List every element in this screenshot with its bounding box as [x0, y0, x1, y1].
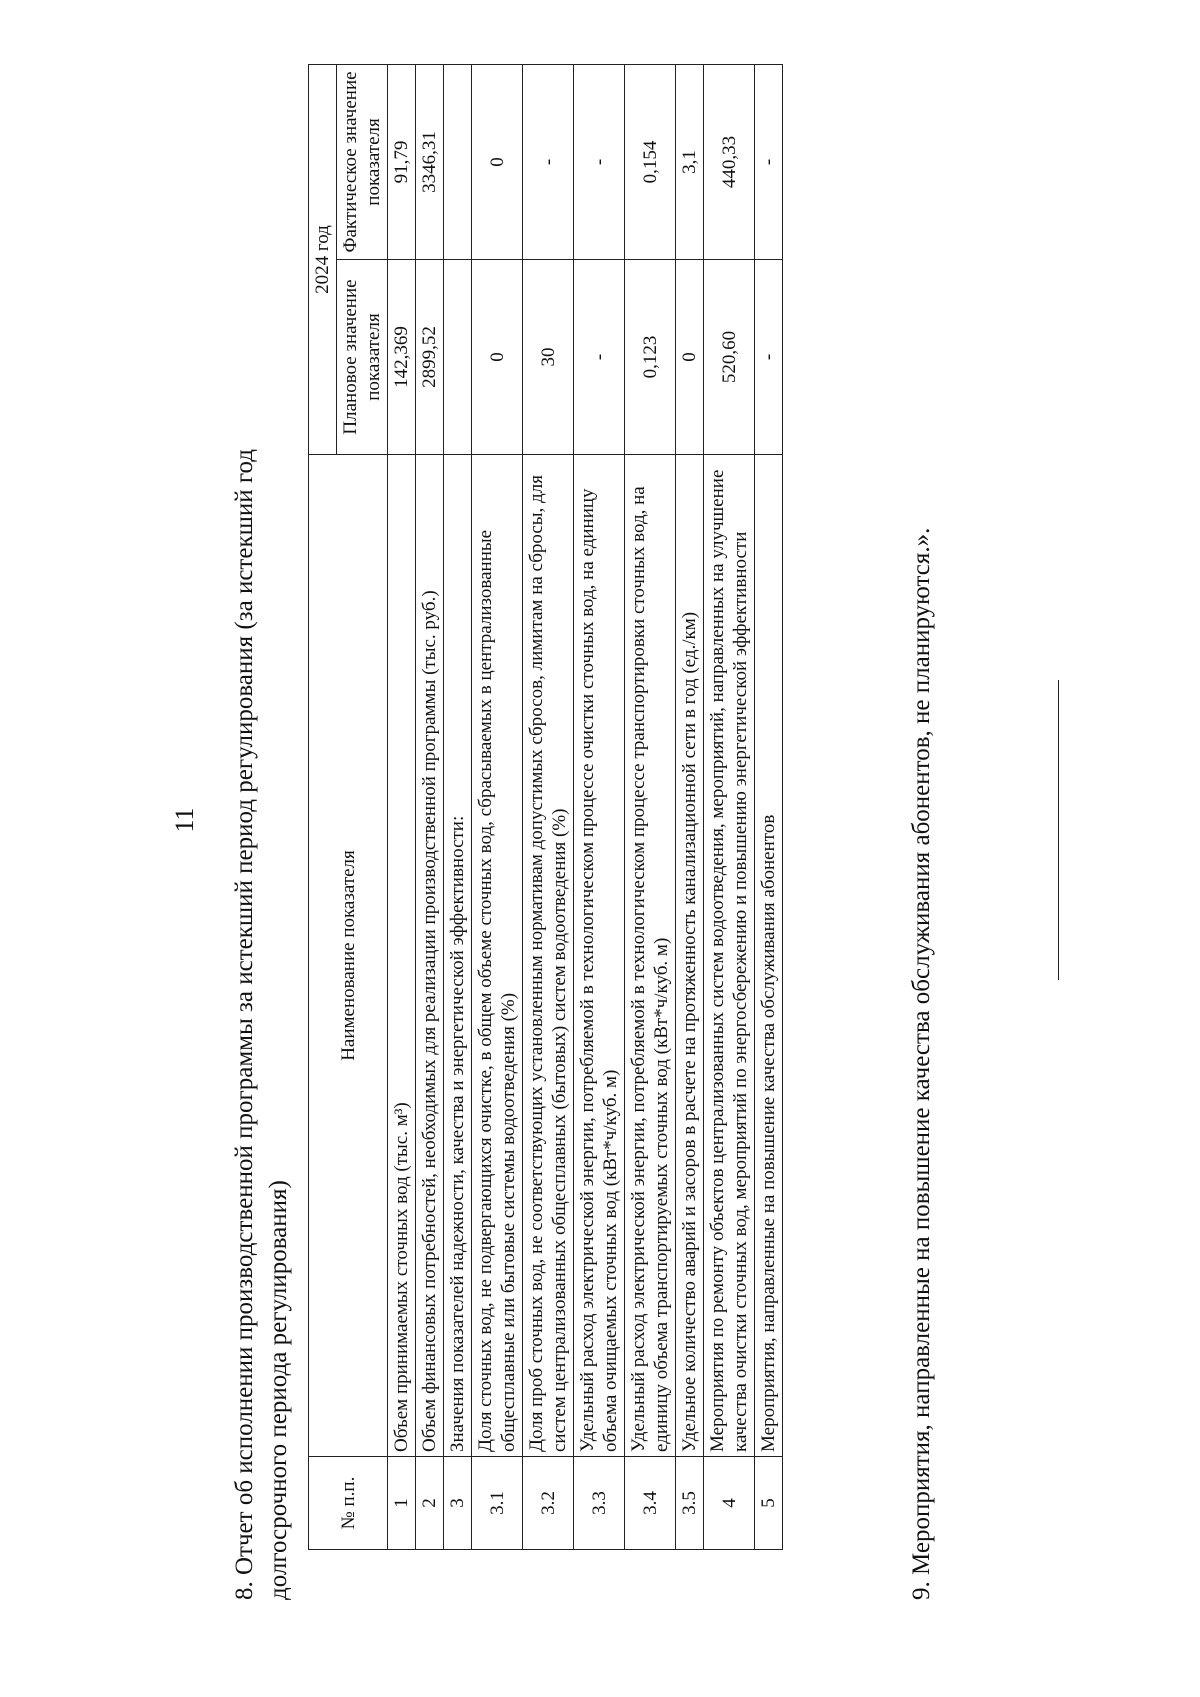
table-header-row	[309, 64, 337, 1549]
row-name: Удельный расход электрической энергии, потребляемой в технологическом процессе очистки сточных вод, на единицу объема очищаемых сточных вод (кВт*ч/куб. м)	[574, 455, 625, 1457]
row-num: 3.3	[574, 1457, 625, 1550]
row-num: 3.4	[625, 1457, 676, 1550]
row-plan: 2899,52	[416, 260, 444, 455]
row-num: 1	[388, 1457, 416, 1550]
table-row	[472, 64, 523, 1549]
row-name: Доля сточных вод, не подвергающихся очистке, в общем объеме сточных вод, сбрасываемых в централизованные общесплавные или бытовые системы водоотведения (%)	[472, 455, 523, 1457]
row-name: Мероприятия по ремонту объектов централизованных систем водоотведения, мероприятий, направленных на улучшение качества очистки сточных вод, мероприятий по энергосбережению и повышению энергетической эффективности	[704, 455, 755, 1457]
row-num: 3.1	[472, 1457, 523, 1550]
row-fact	[444, 64, 472, 259]
table-row	[444, 64, 472, 1549]
row-fact: -	[523, 64, 574, 259]
row-fact: 0,154	[625, 64, 676, 259]
table-row	[625, 64, 676, 1549]
rotated-page	[170, 60, 1150, 1640]
header-year: 2024 год	[309, 64, 337, 454]
row-num: 2	[416, 1457, 444, 1550]
row-name: Доля проб сточных вод, не соответствующих установленным нормативам допустимых сбросов, лимитам на сбросы, для систем централизованных общесплавных (бытовых) систем водоотведения (%)	[523, 455, 574, 1457]
section-9-text: 9. Мероприятия, направленные на повышение качества обслуживания абонентов, не планируются.».	[908, 527, 935, 1600]
row-fact: -	[755, 64, 783, 259]
header-fact: Фактическое значение показателя	[337, 64, 388, 259]
row-num: 4	[704, 1457, 755, 1550]
row-plan: 0,123	[625, 260, 676, 455]
section-8-heading-line-1: 8. Отчет об исполнении производственной программы за истекший период регулирования (за истекший год	[231, 449, 258, 1600]
row-fact: 91,79	[388, 64, 416, 259]
table-row	[388, 64, 416, 1549]
row-plan: 0	[676, 260, 704, 455]
row-num: 5	[755, 1457, 783, 1550]
row-name: Значения показателей надежности, качества и энергетической эффективности:	[444, 455, 472, 1457]
table-row	[755, 64, 783, 1549]
production-program-report-table	[308, 64, 783, 1550]
row-fact: 3346,31	[416, 64, 444, 259]
table-row	[574, 64, 625, 1549]
header-plan: Плановое значение показателя	[337, 260, 388, 455]
row-name: Объем финансовых потребностей, необходимых для реализации производственной программы (тыс. руб.)	[416, 455, 444, 1457]
row-plan	[444, 260, 472, 455]
row-fact: 3,1	[676, 64, 704, 259]
row-name: Мероприятия, направленные на повышение качества обслуживания абонентов	[755, 455, 783, 1457]
row-name: Удельный расход электрической энергии, потребляемой в технологическом процессе транспортировки сточных вод, на единицу объема транспортируемых сточных вод (кВт*ч/куб. м)	[625, 455, 676, 1457]
row-plan: 30	[523, 260, 574, 455]
row-num: 3.5	[676, 1457, 704, 1550]
row-plan: -	[574, 260, 625, 455]
row-name: Объем принимаемых сточных вод (тыс. м³)	[388, 455, 416, 1457]
page-number: 11	[170, 807, 199, 833]
row-num: 3.2	[523, 1457, 574, 1550]
table-row	[523, 64, 574, 1549]
row-name: Удельное количество аварий и засоров в расчете на протяженность канализационной сети в год (ед./км)	[676, 455, 704, 1457]
row-plan: 520,60	[704, 260, 755, 455]
row-plan: 0	[472, 260, 523, 455]
row-plan: -	[755, 260, 783, 455]
section-8-heading	[228, 80, 296, 1600]
table-row	[676, 64, 704, 1549]
row-fact: 440,33	[704, 64, 755, 259]
row-fact: -	[574, 64, 625, 259]
table-row	[416, 64, 444, 1549]
table-row	[704, 64, 755, 1549]
row-num: 3	[444, 1457, 472, 1550]
row-fact: 0	[472, 64, 523, 259]
closing-rule	[1058, 680, 1059, 980]
row-plan: 142,369	[388, 260, 416, 455]
section-8-heading-line-2: долгосрочного периода регулирования)	[265, 1180, 292, 1600]
header-num: № п.п.	[309, 1457, 388, 1550]
header-name: Наименование показателя	[309, 455, 388, 1457]
